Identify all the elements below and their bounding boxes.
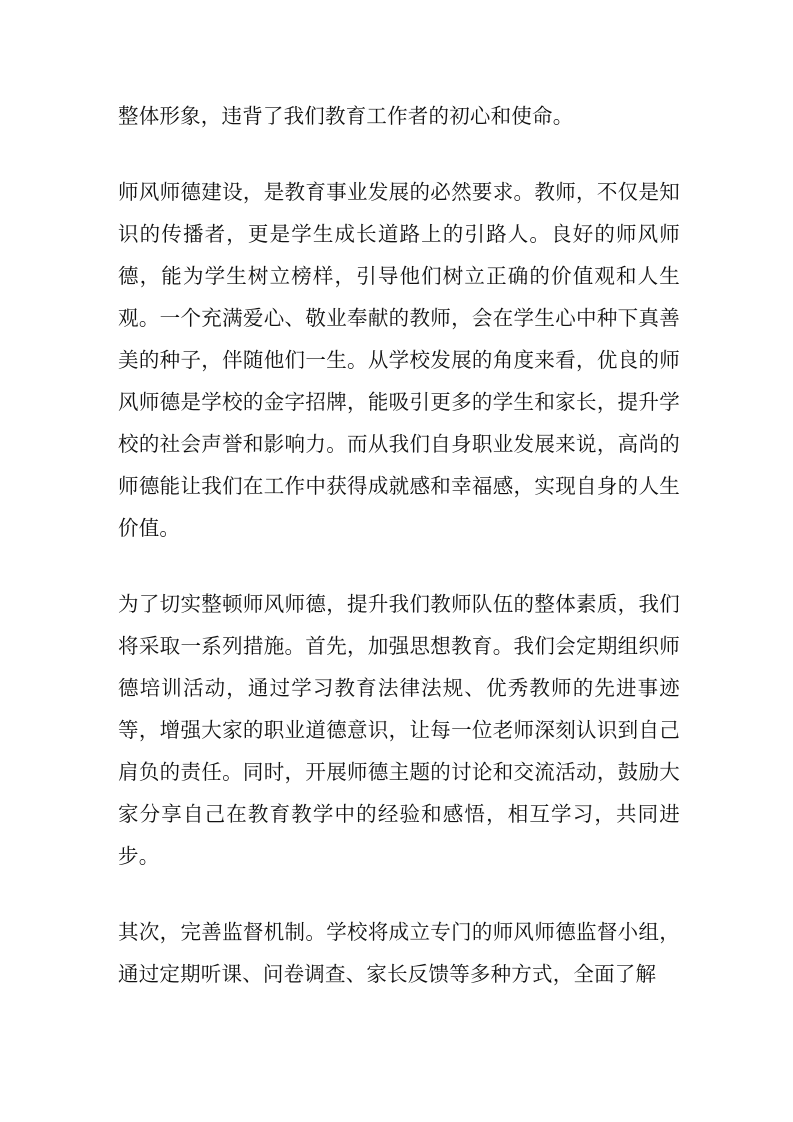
paragraph-3: 为了切实整顿师风师德，提升我们教师队伍的整体素质，我们将采取一系列措施。首先，加强思想教育。我们会定期组织师德培训活动，通过学习教育法律法规、优秀教师的先进事迹等，增强大家的职业道德意识，让每一位老师深刻认识到自己肩负的责任。同时，开展师德主题的讨论和交流活动，鼓励大家分享自己在教育教学中的经验和感悟，相互学习，共同进步。 — [118, 593, 680, 868]
paragraph-2: 师风师德建设，是教育事业发展的必然要求。教师，不仅是知识的传播者，更是学生成长道路上的引路人。良好的师风师德，能为学生树立榜样，引导他们树立正确的价值观和人生观。一个充满爱心、敬业奉献的教师，会在学生心中种下真善美的种子，伴随他们一生。从学校发展的角度来看，优良的师风师德是学校的金字招牌，能吸引更多的学生和家长，提升学校的社会声誉和影响力。而从我们自身职业发展来说，高尚的师德能让我们在工作中获得成就感和幸福感，实现自身的人生价值。 — [118, 181, 680, 540]
paragraph-1: 整体形象，违背了我们教育工作者的初心和使命。 — [118, 105, 574, 128]
document-text-body — [118, 96, 680, 996]
paragraph-4: 其次，完善监督机制。学校将成立专门的师风师德监督小组，通过定期听课、问卷调查、家长反馈等多种方式，全面了解 — [118, 921, 680, 986]
